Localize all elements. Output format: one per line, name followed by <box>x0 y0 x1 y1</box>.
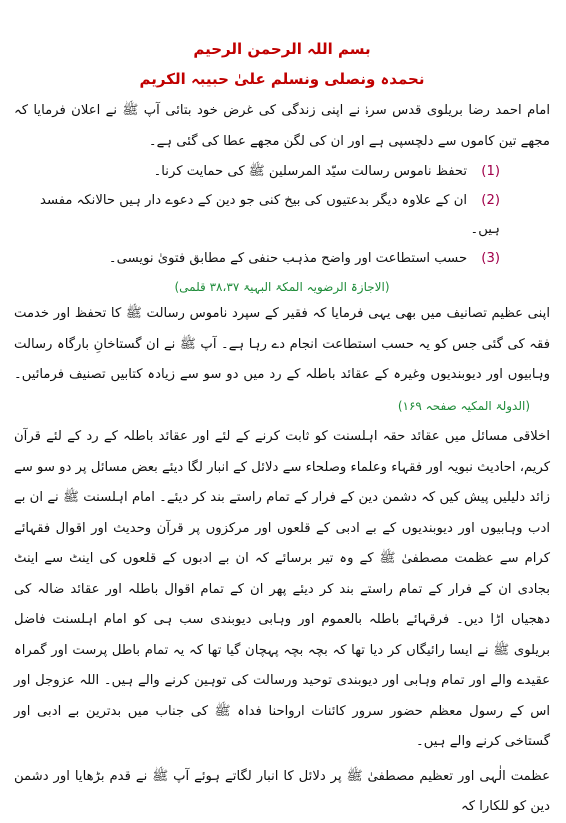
list-number: (2) <box>481 193 500 208</box>
second-paragraph <box>14 299 550 422</box>
reference-citation-2: (الدولۃ المکیہ صفحہ ۱۶۹) <box>397 398 530 413</box>
list-number: (1) <box>481 164 500 179</box>
purpose-list <box>14 157 550 273</box>
closing-paragraph: عظمت الٰہی اور تعظیم مصطفیٰ ﷺ پر دلائل کا انبار لگاتے ہوئے آپ ﷺ نے قدم بڑھایا اور دشمن دین کو للکارا کہ <box>14 768 550 814</box>
list-text: حسب استطاعت اور واضح مذہب حنفی کے مطابق فتویٰ نویسی۔ <box>108 251 468 266</box>
second-paragraph-text: اپنی عظیم تصانیف میں بھی یہی فرمایا کہ فقیر کے سپرد ناموس رسالت ﷺ کا تحفظ اور خدمت فقہ کی گئی جس کو یہ حسب استطاعت انجام دے رہا ہے۔ آپ ﷺ نے ان گستاخانِ بارگاہ رسالت وہابیوں اور دیوبندیوں وغیرہ کے عقائد باطلہ کے رد میں دو سو سے زیادہ کتابیں تصنیف فرمائیں۔ <box>14 306 550 382</box>
list-text: تحفظ ناموس رسالت سیّد المرسلین ﷺ کی حمایت کرنا۔ <box>153 164 468 179</box>
document-page <box>14 36 550 823</box>
salutation-heading: نحمدہ ونصلی ونسلم علیٰ حبیبہ الکریم <box>139 70 425 88</box>
intro-paragraph: امام احمد رضا بریلوی قدس سرہٗ نے اپنی زندگی کی غرض خود بتائی آپ ﷺ نے اعلان فرمایا کہ مجھے تین کاموں سے دلچسپی ہے اور ان کی لگن مجھے عطا کی گئی ہے۔ <box>14 103 550 149</box>
bismillah-heading: بسم اللہ الرحمن الرحیم <box>193 40 371 58</box>
list-number: (3) <box>481 251 500 266</box>
list-item <box>14 244 550 273</box>
third-paragraph: اخلاقی مسائل میں عقائد حقہ اہلسنت کو ثابت کرنے کے لئے اور عقائد باطلہ کے رد کے لئے قرآن کریم، احادیث نبویہ اور فقہاء وعلماء وصلحاء سے دلائل کے انبار لگا دیئے بعض مسائل پر دو سو سے زائد دلیلیں پیش کیں کہ دشمن دین کے فرار کے تمام راستے بند کر دیئے۔ امام اہلسنت ﷺ نے ان بے ادب وہابیوں اور دیوبندیوں کے بے ادبی کے قلعوں اور مرکزوں پر قرآن وحدیث اور اقوال فقہائے کرام سے عظمت مصطفیٰ ﷺ کے وہ تیر برسائے کہ ان بے ادبوں کے قلعوں کی اینٹ سے اینٹ بجادی ان کے فرار کے تمام راستے بند کر دیئے پھر ان کے تمام اقوال باطلہ اور عقائد ضالہ کی دھجیاں اڑا دیں۔ فرقہائے باطلہ بالعموم اور وہابی دیوبندی سب ہی کو امام اہلسنت فاضل بریلوی ﷺ نے ایسا رائیگاں کر دیا تھا کہ بچہ بچہ پہچان گیا تھا کہ یہ تمام باطل پرست اور گمراہ عقیدے والے اور تمام وہابی اور دیوبندی توحید ورسالت کی توہین کرنے والے ہیں۔ اللہ عزوجل اور اس کے رسول معظم حضور سرور کائنات ارواحنا فداہ ﷺ کی جناب میں بدترین بے ادبی اور گستاخی کرنے والے ہیں۔ <box>14 429 550 749</box>
list-text: ان کے علاوہ دیگر بدعتیوں کی بیخ کنی جو دین کے دعوے دار ہیں حالانکہ مفسد ہیں۔ <box>40 193 500 237</box>
list-item <box>14 186 550 244</box>
reference-citation-1: (الاجازۃ الرضویہ المکۃ البہیۃ ۳۸،۳۷ قلمی) <box>174 280 390 294</box>
list-item <box>14 157 550 186</box>
